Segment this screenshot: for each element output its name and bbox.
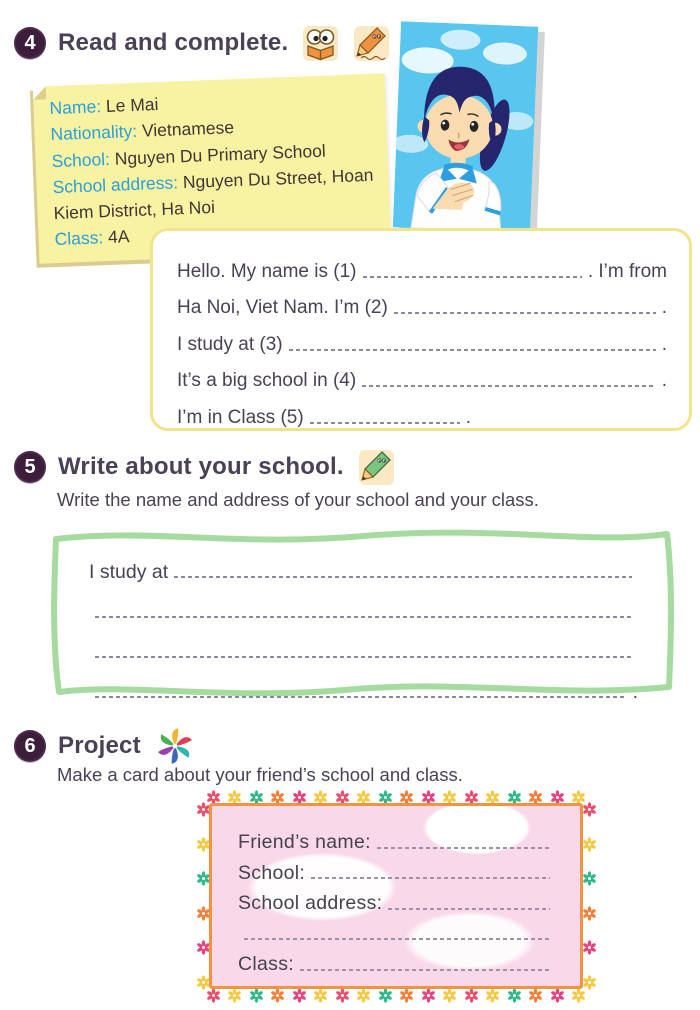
fill-text: Hello. My name is (1) xyxy=(177,260,357,282)
card-field-class xyxy=(238,945,556,976)
fill-text: . xyxy=(661,370,667,392)
fill-line-3 xyxy=(177,319,667,356)
fill-line-2 xyxy=(177,283,667,320)
writing-line-row-2 xyxy=(89,583,638,623)
note-label: School: xyxy=(51,148,111,171)
project-card xyxy=(196,790,596,1002)
section-4-title: Read and complete. xyxy=(58,29,289,56)
blank-2[interactable] xyxy=(394,312,656,314)
writing-line-4[interactable] xyxy=(95,696,627,698)
section-4-header xyxy=(14,23,390,63)
note-value: Nguyen Du Primary School xyxy=(114,140,327,169)
writing-prompt: I study at xyxy=(89,560,169,583)
card-label: School: xyxy=(238,861,306,884)
fill-line-1 xyxy=(177,246,667,283)
student-photo xyxy=(393,21,538,232)
note-value: Le Mai xyxy=(105,94,159,117)
reading-icon xyxy=(302,23,339,63)
section-5-header xyxy=(14,447,395,487)
blank-5[interactable] xyxy=(310,422,460,424)
note-label: Class: xyxy=(54,227,104,250)
card-field-school-address xyxy=(238,884,556,915)
note-value: Nguyen Du Street, Hoan Kiem District, Ha Noi xyxy=(53,164,374,224)
note-label: Nationality: xyxy=(50,121,138,145)
green-pencil-icon xyxy=(358,447,395,487)
card-field-friends-name xyxy=(238,823,556,854)
writing-box xyxy=(44,523,680,702)
card-blank-school[interactable] xyxy=(311,877,550,879)
writing-line-row-1 xyxy=(89,543,638,583)
note-label: School address: xyxy=(52,172,179,197)
fill-in-the-blanks-box xyxy=(150,228,692,431)
card-blank-class[interactable] xyxy=(300,969,550,971)
section-5-title: Write about your school. xyxy=(58,453,344,480)
section-6-title: Project xyxy=(58,732,141,759)
card-label: School address: xyxy=(238,892,383,915)
fill-text: Ha Noi, Viet Nam. I’m (2) xyxy=(177,297,388,319)
card-field-school xyxy=(238,854,556,885)
fill-text: . xyxy=(465,406,471,428)
fill-text: . xyxy=(661,297,667,319)
card-field-address-continued xyxy=(238,915,556,946)
section-6-badge: 6 xyxy=(14,730,46,762)
pinwheel-icon xyxy=(155,725,195,767)
section-5-badge: 5 xyxy=(14,451,46,483)
section-6-header xyxy=(14,725,195,767)
fill-text: . xyxy=(661,333,667,355)
writing-line-row-3 xyxy=(89,623,638,663)
writing-suffix: . xyxy=(632,680,638,703)
project-card-inner xyxy=(209,803,583,989)
fill-text: It’s a big school in (4) xyxy=(177,370,357,392)
fill-text: . I’m from xyxy=(587,260,667,282)
section-6-subtitle: Make a card about your friend’s school and class. xyxy=(57,764,463,785)
blank-1[interactable] xyxy=(363,276,582,278)
card-blank-friends-name[interactable] xyxy=(377,847,550,849)
writing-line-1[interactable] xyxy=(174,576,632,578)
blank-4[interactable] xyxy=(362,385,656,387)
girl-illustration xyxy=(393,21,538,232)
card-label: Friend’s name: xyxy=(238,831,371,854)
fill-text: I study at (3) xyxy=(177,333,283,355)
writing-line-3[interactable] xyxy=(95,656,632,658)
fill-line-5 xyxy=(177,392,667,429)
note-value: 4A xyxy=(107,226,130,248)
card-blank-school-address[interactable] xyxy=(388,908,550,910)
flower-border-bottom xyxy=(206,987,586,1003)
fill-line-4 xyxy=(177,356,667,393)
section-4-badge: 4 xyxy=(14,27,46,59)
note-label: Name: xyxy=(49,96,102,119)
fill-text: I’m in Class (5) xyxy=(177,406,304,428)
writing-line-row-4 xyxy=(89,663,638,703)
card-label: Class: xyxy=(238,953,294,976)
card-blank-address-continued[interactable] xyxy=(244,938,550,940)
note-value: Vietnamese xyxy=(141,117,235,141)
flower-border-right xyxy=(581,802,597,990)
writing-icon xyxy=(353,23,390,63)
blank-3[interactable] xyxy=(289,349,656,351)
writing-line-2[interactable] xyxy=(95,616,632,618)
section-5-subtitle: Write the name and address of your school and your class. xyxy=(57,489,539,510)
